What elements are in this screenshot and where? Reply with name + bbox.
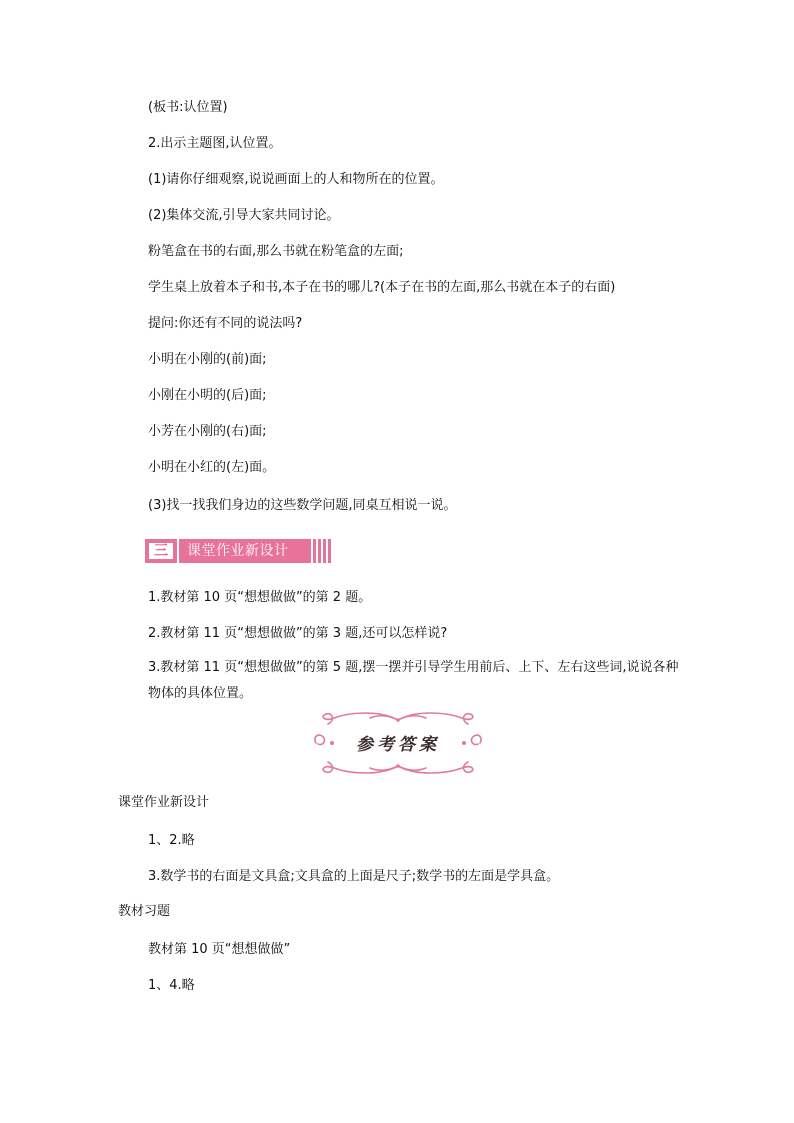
section-banner	[145, 539, 335, 563]
homework-item-2: 2.教材第 11 页“想想做做”的第 3 题,还可以怎样说?	[148, 626, 448, 641]
banner-number: 三	[148, 542, 174, 560]
board-note: (板书:认位置)	[148, 100, 228, 115]
position-back: 小刚在小明的(后)面;	[148, 388, 267, 403]
answer-item-4: 1、4.略	[148, 978, 195, 993]
banner-title-bar	[179, 539, 311, 563]
question-prompt: 提问:你还有不同的说法吗?	[148, 316, 303, 331]
example-chalk-box: 粉笔盒在书的右面,那么书就在粉笔盒的左面;	[148, 244, 404, 259]
answer-title: 参考答案	[356, 735, 440, 755]
example-notebook: 学生桌上放着本子和书,本子在书的哪儿?(本子在书的左面,那么书就在本子的右面)	[148, 280, 616, 295]
position-front: 小明在小刚的(前)面;	[148, 352, 267, 367]
position-left: 小明在小红的(左)面。	[148, 460, 276, 475]
step-2: 2.出示主题图,认位置。	[148, 136, 282, 151]
answer-item-3: 教材第 10 页“想想做做”	[148, 942, 291, 957]
position-right: 小芳在小刚的(右)面;	[148, 424, 267, 439]
banner-number-box	[145, 539, 177, 563]
answers-heading-textbook: 教材习题	[118, 904, 171, 919]
answer-item-2: 3.数学书的右面是文具盒;文具盒的上面是尺子;数学书的左面是学具盒。	[148, 869, 560, 884]
step-2-1: (1)请你仔细观察,说说画面上的人和物所在的位置。	[148, 172, 444, 187]
banner-title: 课堂作业新设计	[187, 543, 289, 559]
banner-stripes-decoration	[313, 539, 337, 563]
homework-item-3: 3.教材第 11 页“想想做做”的第 5 题,摆一摆并引导学生用前后、上下、左右这些词,说说各种物体的具体位置。	[148, 660, 679, 701]
answers-heading-homework: 课堂作业新设计	[118, 795, 210, 810]
homework-item-1: 1.教材第 10 页“想想做做”的第 2 题。	[148, 590, 372, 605]
answer-ornament	[310, 708, 486, 778]
step-2-3: (3)找一找我们身边的这些数学问题,同桌互相说一说。	[148, 498, 457, 513]
step-2-2: (2)集体交流,引导大家共同讨论。	[148, 208, 340, 223]
answer-item-1: 1、2.略	[148, 833, 195, 848]
